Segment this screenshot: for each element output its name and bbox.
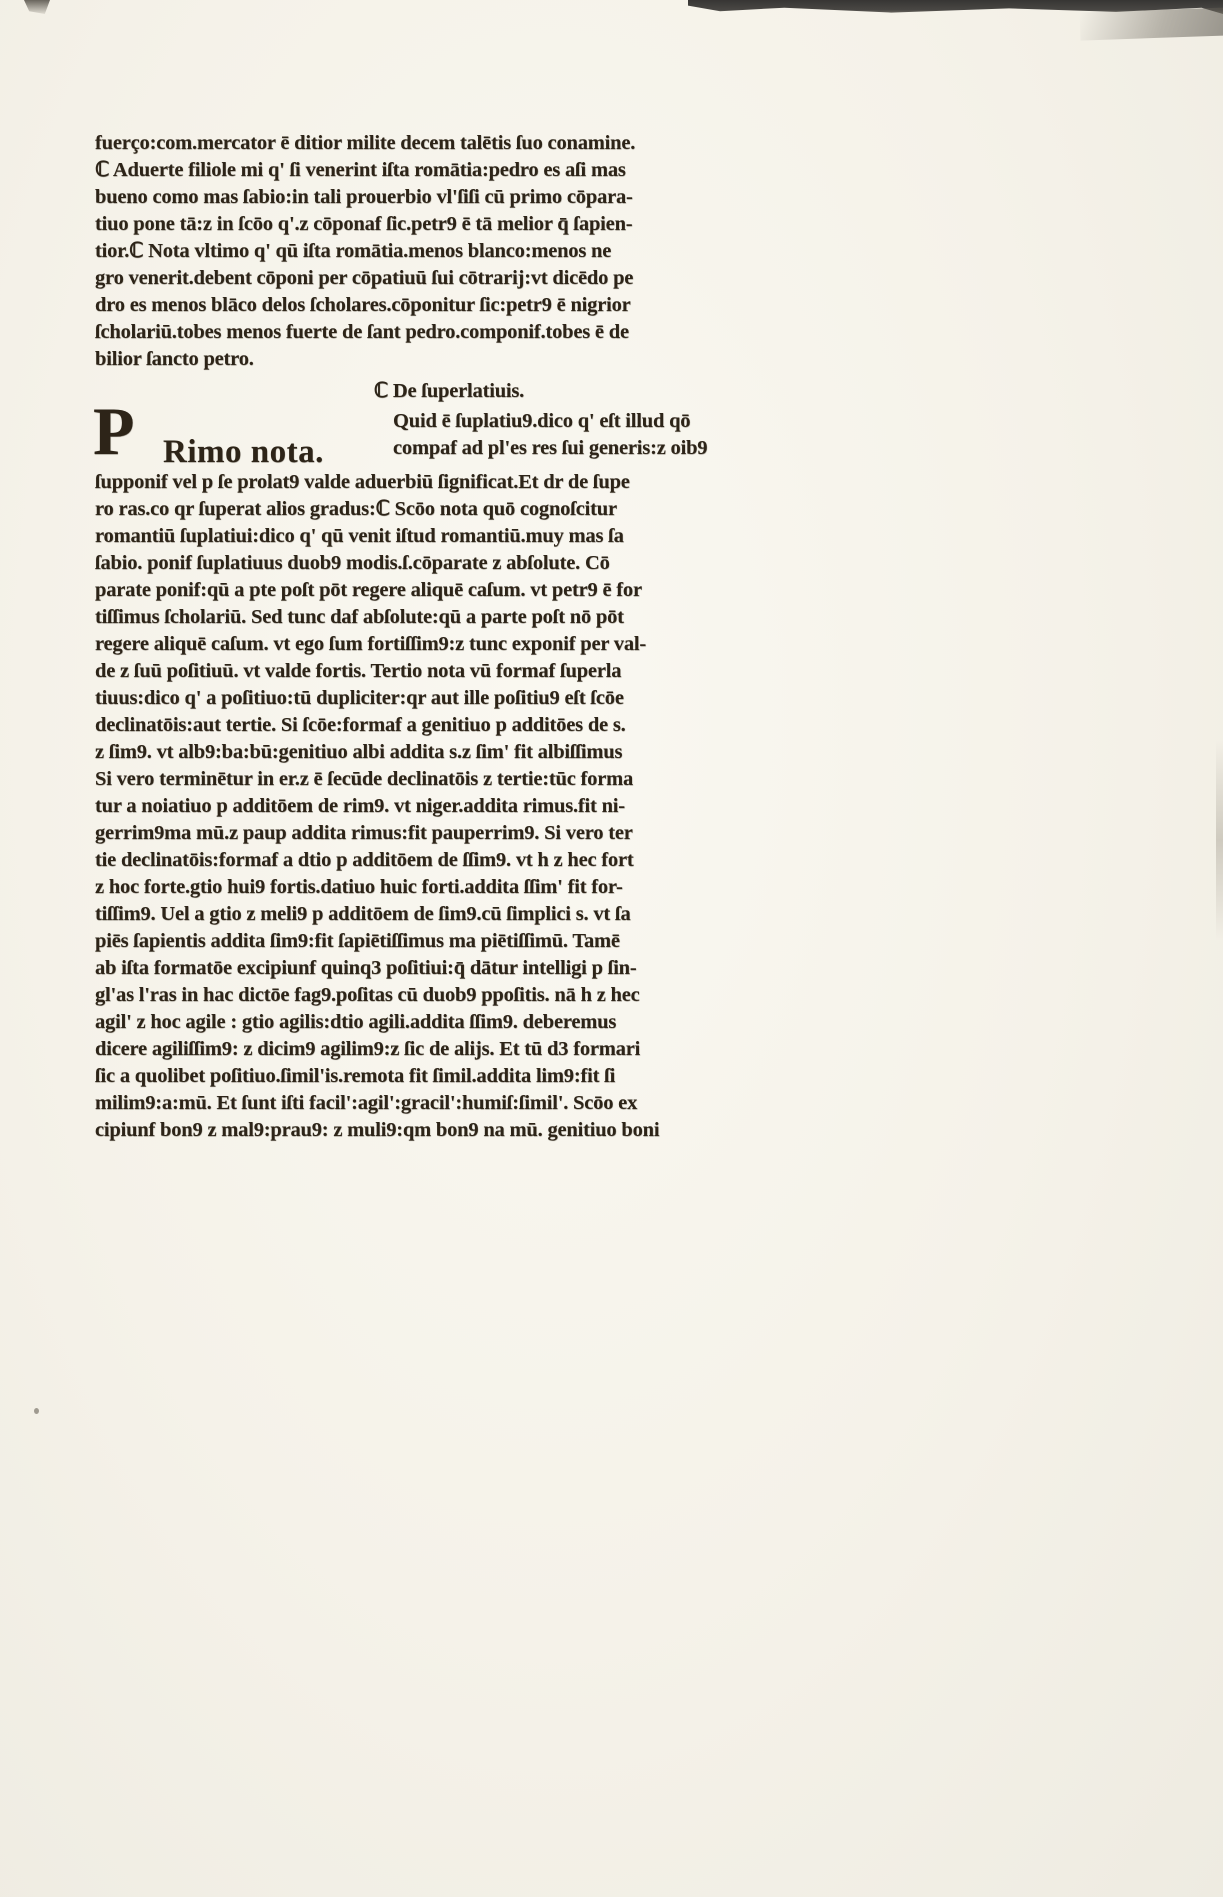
text-line: agil' z hoc agile : gtio agilis:dtio agili.addita ſſim9. deberemus	[95, 1011, 617, 1033]
text-line: Si vero terminētur in er.z ē ſecūde declinatōis z tertie:tūc forma	[95, 768, 634, 790]
text-line: compaf ad pl'es res ſui generis:z oib9	[393, 437, 708, 459]
text-line: tie declinatōis:formaf a dtio p additōem de ſſim9. vt h z hec fort	[95, 849, 634, 871]
text-line: ℂ Aduerte filiole mi q' ſi venerint iſta romātia:pedro es aſi mas	[95, 159, 626, 181]
text-line: ſupponif vel p ſe prolat9 valde aduerbiū ſignificat.Et dr de ſupe	[95, 471, 630, 493]
text-line: bueno como mas ſabio:in tali prouerbio vl'ſiſi cū primo cōpara-	[95, 186, 633, 208]
text-line: ro ras.co qr ſuperat alios gradus:ℂ Scōo nota quō cognoſcitur	[95, 498, 617, 520]
dropcap-word: Rimo nota.	[163, 434, 324, 470]
text-line: dro es menos blāco delos ſcholares.cōponitur ſic:petr9 ē nigrior	[95, 294, 631, 316]
text-line: piēs ſapientis addita ſim9:fit ſapiētiſſimus ma piētiſſimū. Tamē	[95, 930, 620, 952]
text-line: z ſim9. vt alb9:ba:bū:genitiuo albi addita s.z ſim' fit albiſſimus	[95, 741, 623, 763]
scan-artifact-top-left	[24, 0, 50, 14]
scan-artifact-right-streak	[1216, 740, 1223, 940]
text-line: fuerço:com.mercator ē ditior milite decem talētis ſuo conamine.	[95, 132, 636, 154]
text-line: tiuus:dico q' a poſitiuo:tū dupliciter:qr aut ille poſitiu9 eſt ſcōe	[95, 687, 624, 709]
paragraph-superlatives	[95, 469, 803, 1144]
text-line: cipiunf bon9 z mal9:prau9: z muli9:qm bon9 na mū. genitiuo boni	[95, 1119, 660, 1141]
text-line: gerrim9ma mū.z paup addita rimus:fit pauperrim9. Si vero ter	[95, 822, 633, 844]
text-line: milim9:a:mū. Et ſunt iſti facil':agil':gracil':humiſ:ſimil'. Scōo ex	[95, 1092, 638, 1114]
dropcap-row	[93, 393, 803, 470]
text-line: gro venerit.debent cōponi per cōpatiuū ſui cōtrarij:vt dicēdo pe	[95, 267, 634, 289]
text-line: z hoc forte.gtio hui9 fortis.datiuo huic forti.addita ſſim' fit for-	[95, 876, 623, 898]
text-line: tiuo pone tā:z in ſcōo q'.z cōponaf ſic.petr9 ē tā melior q̄ ſapien-	[95, 213, 633, 235]
text-line: ſcholariū.tobes menos fuerte de ſant pedro.componif.tobes ē de	[95, 321, 629, 343]
text-line: bilior ſancto petro.	[95, 348, 254, 370]
scan-speck	[34, 1408, 39, 1414]
scan-artifact-corner-smudge	[1080, 7, 1223, 40]
text-line: de z ſuū poſitiuū. vt valde fortis. Tertio nota vū formaf ſuperla	[95, 660, 622, 682]
paragraph-comparatives	[95, 130, 803, 373]
text-line: Quid ē ſuplatiu9.dico q' eſt illud qō	[393, 410, 691, 432]
text-line: ab iſta formatōe excipiunf quinq3 poſitiui:q̄ dātur intelligi p ſin-	[95, 957, 637, 979]
dropcap-intro-lines	[393, 408, 707, 462]
text-line: tior.ℂ Nota vltimo q' qū iſta romātia.menos blanco:menos ne	[95, 240, 612, 262]
text-line: tiſſimus ſcholariū. Sed tunc daf abſolute:qū a parte poſt nō pōt	[95, 606, 624, 628]
text-line: gl'as l'ras in hac dictōe fag9.poſitas cū duob9 ppoſitis. nā h z hec	[95, 984, 640, 1006]
text-line: regere aliquē caſum. vt ego ſum fortiſſim9:z tunc exponif per val-	[95, 633, 647, 655]
text-line: tiſſim9. Uel a gtio z meli9 p additōem de ſim9.cū ſimplici s. vt ſa	[95, 903, 631, 925]
text-line: parate ponif:qū a pte poſt pōt regere aliquē caſum. vt petr9 ē for	[95, 579, 642, 601]
text-line: romantiū ſuplatiui:dico q' qū venit iſtud romantiū.muy mas ſa	[95, 525, 624, 547]
text-line: ſabio. ponif ſuplatiuus duob9 modis.ſ.cōparate z abſolute. Cō	[95, 552, 610, 574]
text-line: declinatōis:aut tertie. Si ſcōe:formaf a genitiuo p additōes de s.	[95, 714, 626, 736]
text-line: ſic a quolibet poſitiuo.ſimil'is.remota fit ſimil.addita lim9:fit ſi	[95, 1065, 616, 1087]
text-line: dicere agiliſſim9: z dicim9 agilim9:z ſic de alijs. Et tū d3 formari	[95, 1038, 641, 1060]
section-heading: ℂ De ſuperlatiuis.	[373, 380, 525, 402]
dropcap-initial: P	[93, 393, 135, 469]
text-block	[95, 130, 803, 1144]
text-line: tur a noiatiuo p additōem de rim9. vt niger.addita rimus.fit ni-	[95, 795, 625, 817]
